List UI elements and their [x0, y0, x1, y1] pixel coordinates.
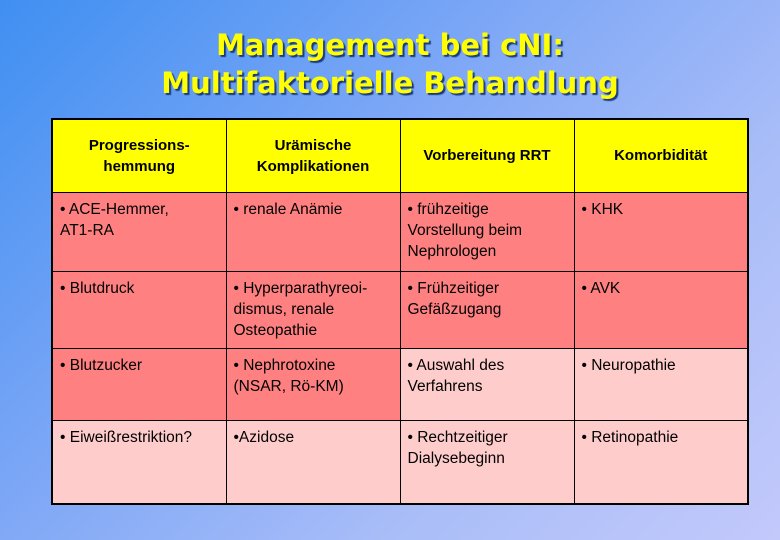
slide-title-line-2: Multifaktorielle Behandlung: [161, 66, 619, 100]
header-vorbereitung-rrt: Vorbereitung RRT: [400, 119, 574, 192]
table-cell: • renale Anämie: [226, 192, 400, 271]
table-cell: • Eiweißrestriktion?: [52, 420, 226, 504]
table-cell: • Retinopathie: [574, 420, 748, 504]
table-cell: •Azidose: [226, 420, 400, 504]
table-cell: • Auswahl des Verfahrens: [400, 348, 574, 420]
table-row: [52, 420, 748, 504]
slide-title-line-1: Management bei cNI:: [216, 28, 564, 62]
treatment-table: [51, 118, 749, 505]
table-cell: • Frühzeitiger Gefäßzugang: [400, 271, 574, 348]
table-cell: • frühzeitige Vorstellung beim Nephrologen: [400, 192, 574, 271]
table-cell: • Nephrotoxine (NSAR, Rö-KM): [226, 348, 400, 420]
table-header-row: [52, 119, 748, 192]
table-cell: • Blutzucker: [52, 348, 226, 420]
header-uraemische-komplikationen: Urämische Komplikationen: [226, 119, 400, 192]
slide-title: [0, 26, 780, 102]
table-row: [52, 192, 748, 271]
table-cell: • ACE-Hemmer, AT1-RA: [52, 192, 226, 271]
table-row: [52, 271, 748, 348]
header-komorbiditaet: Komorbidität: [574, 119, 748, 192]
table-cell: • AVK: [574, 271, 748, 348]
table-cell: • Neuropathie: [574, 348, 748, 420]
table-cell: • Blutdruck: [52, 271, 226, 348]
table-cell: • KHK: [574, 192, 748, 271]
header-progressionshemmung: Progressions- hemmung: [52, 119, 226, 192]
table-cell: • Rechtzeitiger Dialysebeginn: [400, 420, 574, 504]
table-row: [52, 348, 748, 420]
table-cell: • Hyperparathyreoi- dismus, renale Osteopathie: [226, 271, 400, 348]
